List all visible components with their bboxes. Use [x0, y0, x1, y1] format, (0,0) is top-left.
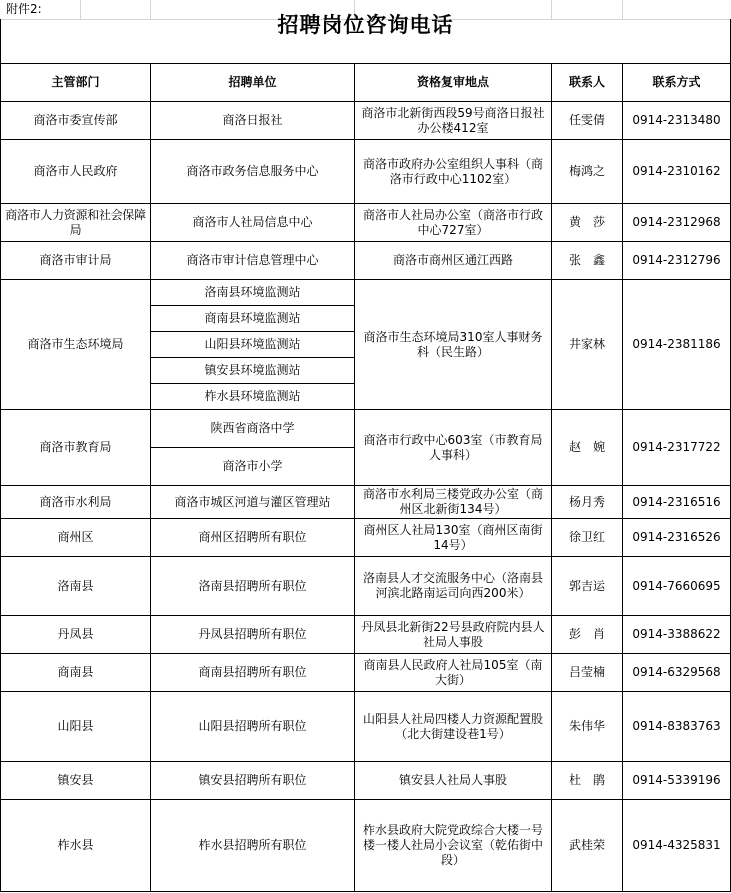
place-cell: 山阳县人社局四楼人力资源配置股（北大街建设巷1号） — [355, 692, 552, 762]
place-cell: 镇安县人社局人事股 — [355, 762, 552, 800]
dept-cell: 商洛市人民政府 — [1, 140, 151, 204]
phone-cell: 0914-3388622 — [623, 616, 731, 654]
contact-cell: 杜 鹃 — [552, 762, 623, 800]
phone-cell: 0914-5339196 — [623, 762, 731, 800]
contact-cell: 杨月秀 — [552, 486, 623, 519]
dept-cell: 商洛市水利局 — [1, 486, 151, 519]
place-cell: 商洛市生态环境局310室人事财务科（民生路） — [355, 280, 552, 410]
dept-cell: 山阳县 — [1, 692, 151, 762]
dept-cell: 镇安县 — [1, 762, 151, 800]
phone-cell: 0914-7660695 — [623, 557, 731, 616]
phone-cell: 0914-2316526 — [623, 519, 731, 557]
phone-cell: 0914-2312968 — [623, 204, 731, 242]
attachment-label: 附件2: — [6, 2, 42, 16]
contact-cell: 武桂荣 — [552, 800, 623, 892]
unit-cell: 商洛市人社局信息中心 — [151, 204, 355, 242]
contact-cell: 朱伟华 — [552, 692, 623, 762]
unit-cell: 山阳县环境监测站 — [151, 332, 355, 358]
contact-cell: 徐卫红 — [552, 519, 623, 557]
contact-cell: 任雯倩 — [552, 102, 623, 140]
unit-cell: 洛南县招聘所有职位 — [151, 557, 355, 616]
place-cell: 柞水县政府大院党政综合大楼一号楼一楼人社局小会议室（乾佑街中段） — [355, 800, 552, 892]
contact-cell: 郭吉运 — [552, 557, 623, 616]
contact-cell: 张 鑫 — [552, 242, 623, 280]
dept-cell: 商洛市审计局 — [1, 242, 151, 280]
phone-cell: 0914-2313480 — [623, 102, 731, 140]
place-cell: 商洛市行政中心603室（市教育局人事科） — [355, 410, 552, 486]
unit-cell: 商洛市城区河道与灌区管理站 — [151, 486, 355, 519]
place-cell: 丹凤县北新街22号县政府院内县人社局人事股 — [355, 616, 552, 654]
phone-cell: 0914-2317722 — [623, 410, 731, 486]
dept-cell: 商洛市生态环境局 — [1, 280, 151, 410]
table-row — [1, 102, 731, 140]
unit-cell: 柞水县招聘所有职位 — [151, 800, 355, 892]
phone-cell: 0914-6329568 — [623, 654, 731, 692]
table-row — [1, 204, 731, 242]
column-header-place: 资格复审地点 — [355, 64, 552, 102]
table-row — [1, 616, 731, 654]
place-cell: 商洛市政府办公室组织人事科（商洛市行政中心1102室） — [355, 140, 552, 204]
unit-cell: 镇安县环境监测站 — [151, 358, 355, 384]
place-cell: 商洛市商州区通江西路 — [355, 242, 552, 280]
table-row — [1, 519, 731, 557]
unit-cell: 商洛市审计信息管理中心 — [151, 242, 355, 280]
column-header-unit: 招聘单位 — [151, 64, 355, 102]
table-row — [1, 800, 731, 892]
place-cell: 商洛市北新街西段59号商洛日报社办公楼412室 — [355, 102, 552, 140]
unit-cell: 商南县招聘所有职位 — [151, 654, 355, 692]
dept-cell: 商洛市委宣传部 — [1, 102, 151, 140]
place-cell: 商州区人社局130室（商州区南街14号） — [355, 519, 552, 557]
table-row — [1, 140, 731, 204]
dept-cell: 洛南县 — [1, 557, 151, 616]
place-cell: 商南县人民政府人社局105室（南大街） — [355, 654, 552, 692]
contact-cell: 井家林 — [552, 280, 623, 410]
column-header-dept: 主管部门 — [1, 64, 151, 102]
dept-cell: 柞水县 — [1, 800, 151, 892]
unit-cell: 洛南县环境监测站 — [151, 280, 355, 306]
table-header-row — [1, 64, 731, 102]
dept-cell: 商南县 — [1, 654, 151, 692]
column-header-contact: 联系人 — [552, 64, 623, 102]
contact-cell: 彭 肖 — [552, 616, 623, 654]
unit-cell: 商洛市小学 — [151, 448, 355, 486]
contact-cell: 吕莹楠 — [552, 654, 623, 692]
dept-cell: 商洛市人力资源和社会保障局 — [1, 204, 151, 242]
contact-table — [0, 63, 731, 892]
unit-cell: 陕西省商洛中学 — [151, 410, 355, 448]
unit-cell: 商洛日报社 — [151, 102, 355, 140]
table-row — [1, 410, 731, 448]
table-row — [1, 242, 731, 280]
unit-cell: 镇安县招聘所有职位 — [151, 762, 355, 800]
place-cell: 洛南县人才交流服务中心（洛南县河滨北路南运司向西200米） — [355, 557, 552, 616]
unit-cell: 商洛市政务信息服务中心 — [151, 140, 355, 204]
phone-cell: 0914-4325831 — [623, 800, 731, 892]
place-cell: 商洛市水利局三楼党政办公室（商州区北新街134号） — [355, 486, 552, 519]
table-row — [1, 762, 731, 800]
dept-cell: 丹凤县 — [1, 616, 151, 654]
table-row — [1, 692, 731, 762]
phone-cell: 0914-2381186 — [623, 280, 731, 410]
contact-cell: 赵 婉 — [552, 410, 623, 486]
column-header-phone: 联系方式 — [623, 64, 731, 102]
table-row — [1, 486, 731, 519]
table-row — [1, 280, 731, 306]
phone-cell: 0914-8383763 — [623, 692, 731, 762]
table-row — [1, 557, 731, 616]
table-row — [1, 654, 731, 692]
contact-cell: 黄 莎 — [552, 204, 623, 242]
unit-cell: 柞水县环境监测站 — [151, 384, 355, 410]
page-title: 招聘岗位咨询电话 — [277, 12, 454, 37]
dept-cell: 商州区 — [1, 519, 151, 557]
dept-cell: 商洛市教育局 — [1, 410, 151, 486]
unit-cell: 商州区招聘所有职位 — [151, 519, 355, 557]
phone-cell: 0914-2312796 — [623, 242, 731, 280]
phone-cell: 0914-2310162 — [623, 140, 731, 204]
place-cell: 商洛市人社局办公室（商洛市行政中心727室） — [355, 204, 552, 242]
unit-cell: 商南县环境监测站 — [151, 306, 355, 332]
contact-cell: 梅鸿之 — [552, 140, 623, 204]
unit-cell: 山阳县招聘所有职位 — [151, 692, 355, 762]
phone-cell: 0914-2316516 — [623, 486, 731, 519]
unit-cell: 丹凤县招聘所有职位 — [151, 616, 355, 654]
